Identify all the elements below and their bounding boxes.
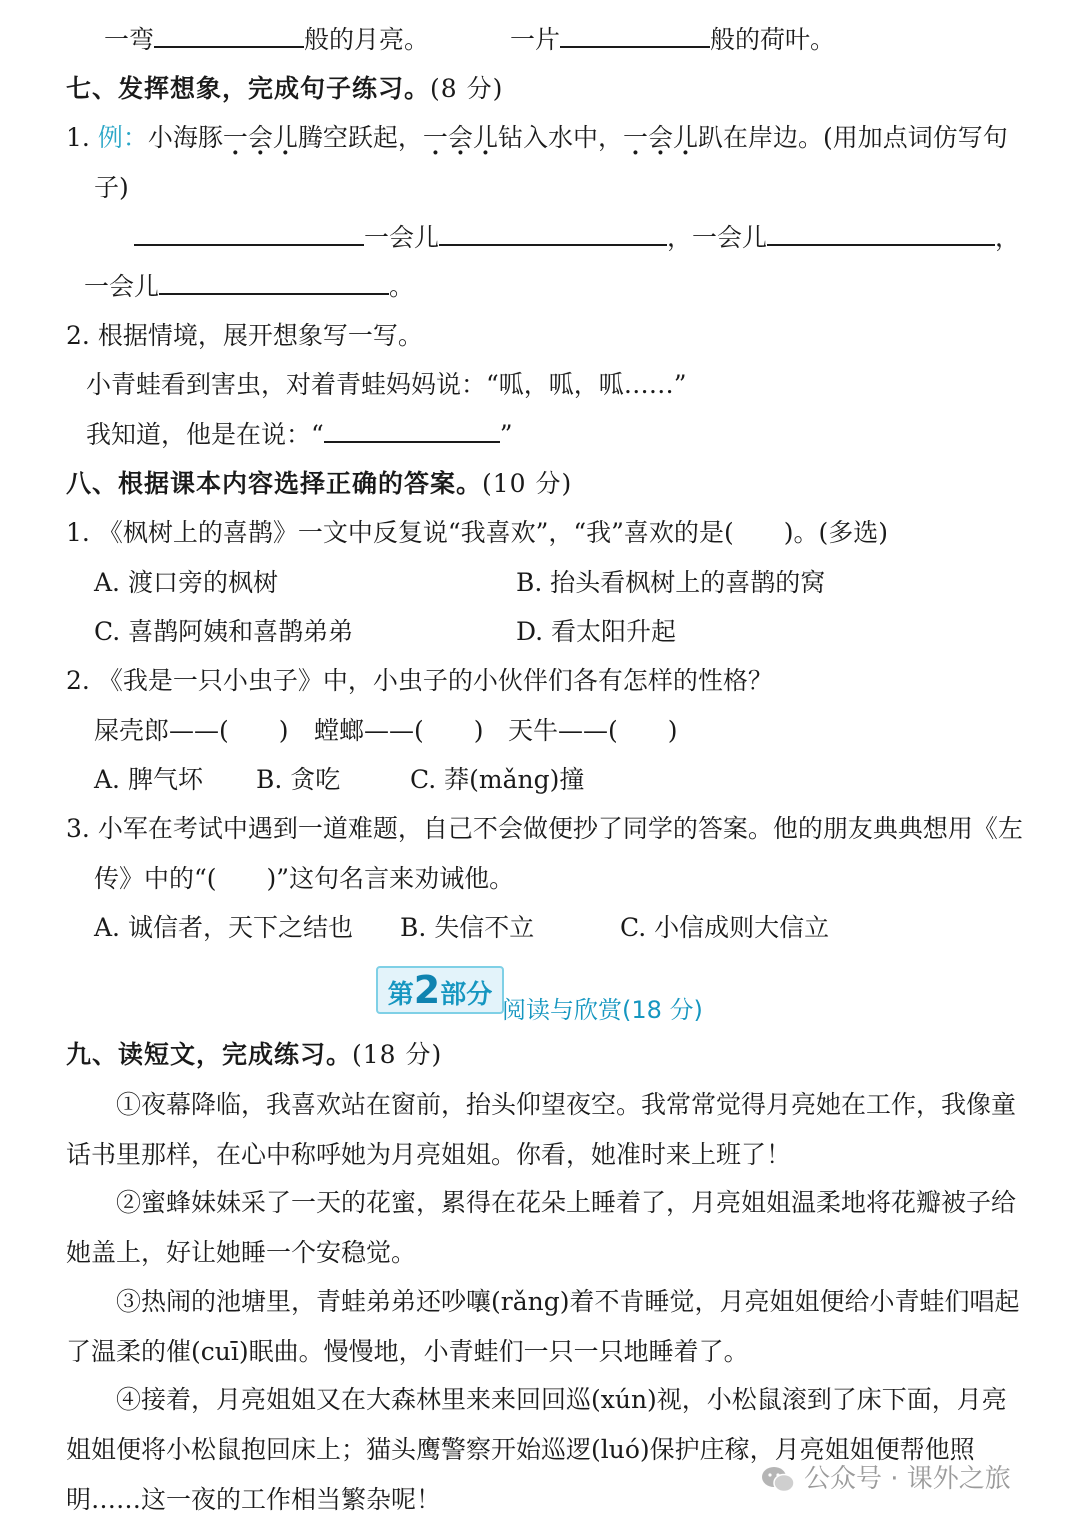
option-c[interactable]: C. 莽(mǎng)撞: [410, 765, 585, 794]
paragraph-1: ①夜幕降临，我喜欢站在窗前，抬头仰望夜空。我常常觉得月亮她在工作，我像童话书里那样，在心中称呼她为月亮姐姐。你看，她准时来上班了！: [66, 1090, 1017, 1169]
fill-suffix: 般的月亮。: [304, 25, 430, 54]
section-title-text: 八、根据课本内容选择正确的答案。: [66, 469, 483, 498]
fill-word: 一会儿: [84, 272, 160, 301]
option-d[interactable]: D. 看太阳升起: [516, 617, 677, 646]
question-number: 1.: [66, 518, 90, 547]
example-text: 钻入水中，: [497, 123, 623, 152]
punctuation: ”: [499, 420, 513, 449]
imitation-line-1: [134, 220, 1020, 255]
paragraph-3: ③热闹的池塘里，青蛙弟弟还吵嚷(rǎng)着不肯睡觉，月亮姐姐便给小青蛙们唱起了温柔的催(cuī)眠曲。慢慢地，小青蛙们一只一只地睡着了。: [66, 1287, 1020, 1366]
fill-word: 一会儿: [364, 223, 440, 252]
question-7-2: [66, 319, 423, 353]
question-8-3: [66, 812, 1023, 846]
dotted-word: 一会儿: [422, 123, 498, 152]
match-pair[interactable]: 螳螂——( ): [314, 716, 484, 745]
fill-line-top-2: [510, 22, 835, 57]
section-title-text: 七、发挥想象，完成句子练习。: [66, 74, 431, 103]
example-label: 例：: [97, 123, 148, 152]
option-b[interactable]: B. 贪吃: [256, 765, 341, 794]
example-text: 腾空跃起，: [297, 123, 423, 152]
question-8-2: [66, 664, 773, 698]
option-c[interactable]: C. 喜鹊阿姨和喜鹊弟弟: [94, 617, 354, 646]
question-text: 《我是一只小虫子》中，小虫子的小伙伴们各有怎样的性格？: [97, 666, 773, 695]
section-points: (18 分): [352, 1040, 443, 1069]
answer-blank[interactable]: [439, 220, 667, 246]
option-c[interactable]: C. 小信成则大信立: [620, 913, 830, 942]
question-number: 2.: [66, 666, 90, 695]
match-pair[interactable]: 天牛——( ): [508, 716, 678, 745]
section-points: (10 分): [482, 469, 573, 498]
question-text: 《枫树上的喜鹊》一文中反复说“我喜欢”，“我”喜欢的是( )。(多选): [97, 518, 888, 547]
answer-blank[interactable]: [134, 220, 364, 246]
paragraph-4: ④接着，月亮姐姐又在大森林里来来回回巡(xún)视，小松鼠滚到了床下面，月亮姐姐便将小松鼠抱回床上；猫头鹰警察开始巡逻(luó)保护庄稼，月亮姐姐便帮他照明……这一夜的工作相当繁杂呢！: [66, 1385, 1007, 1514]
part-label: 部分: [440, 980, 493, 1010]
question-text: 小军在考试中遇到一道难题，自己不会做便抄了同学的答案。他的朋友典典想用《左: [97, 814, 1023, 843]
question-number: 3.: [66, 814, 90, 843]
example-text: 趴在岸边。(用加点词仿写句: [698, 123, 1008, 152]
option-a[interactable]: A. 脾气坏: [94, 765, 203, 794]
part-badge: [376, 966, 504, 1014]
question-number: 2.: [66, 321, 90, 350]
watermark: [760, 1458, 1011, 1495]
question-7-1-cont: 子): [94, 173, 129, 202]
answer-blank[interactable]: [560, 22, 710, 48]
section-8-title: [66, 467, 572, 501]
paragraph-2: ②蜜蜂妹妹采了一天的花蜜，累得在花朵上睡着了，月亮姐姐温柔地将花瓣被子给她盖上，好让她睡一个安稳觉。: [66, 1188, 1017, 1267]
punctuation: 。: [389, 272, 415, 301]
dotted-word: 一会儿: [222, 123, 298, 152]
option-b[interactable]: B. 失信不立: [400, 913, 535, 942]
option-a[interactable]: A. 诚信者，天下之结也: [94, 913, 353, 942]
question-number: 1.: [66, 123, 90, 152]
fill-line-top: [104, 22, 429, 57]
question-text-cont: 传》中的“( )”这句名言来劝诫他。: [94, 864, 515, 893]
answer-blank[interactable]: [324, 417, 500, 443]
punctuation: ，: [667, 223, 693, 252]
section-points: (8 分): [430, 74, 504, 103]
option-b[interactable]: B. 抬头看枫树上的喜鹊的窝: [516, 568, 826, 597]
fill-prefix: 一片: [510, 25, 561, 54]
section-7-title: [66, 72, 503, 106]
wechat-icon: [760, 1465, 796, 1495]
question-8-1: [66, 516, 888, 550]
answer-blank[interactable]: [159, 269, 389, 295]
punctuation: ，: [995, 223, 1021, 252]
section-title-text: 九、读短文，完成练习。: [66, 1040, 353, 1069]
part-title: 阅读与欣赏(18 分): [502, 996, 703, 1024]
answer-blank[interactable]: [154, 22, 304, 48]
fill-prefix: 一弯: [104, 25, 155, 54]
imitation-line-2: [84, 269, 414, 304]
scenario-answer-line: [86, 417, 513, 452]
fill-suffix: 般的荷叶。: [710, 25, 836, 54]
part-number: 2: [413, 968, 441, 1012]
scenario-text: 小青蛙看到害虫，对着青蛙妈妈说：“呱，呱，呱……”: [86, 370, 687, 399]
option-a[interactable]: A. 渡口旁的枫树: [94, 568, 278, 597]
part-label: 第: [387, 980, 414, 1010]
fill-word: 一会儿: [692, 223, 768, 252]
example-text: 小海豚: [147, 123, 223, 152]
question-7-1: [66, 121, 1008, 155]
scenario-prompt: 我知道，他是在说：“: [86, 420, 324, 449]
answer-blank[interactable]: [767, 220, 995, 246]
question-text: 根据情境，展开想象写一写。: [97, 321, 423, 350]
dotted-word: 一会儿: [622, 123, 699, 152]
watermark-text: 公众号 · 课外之旅: [804, 1464, 1011, 1494]
match-pair[interactable]: 屎壳郎——( ): [94, 716, 289, 745]
section-9-title: [66, 1038, 442, 1072]
